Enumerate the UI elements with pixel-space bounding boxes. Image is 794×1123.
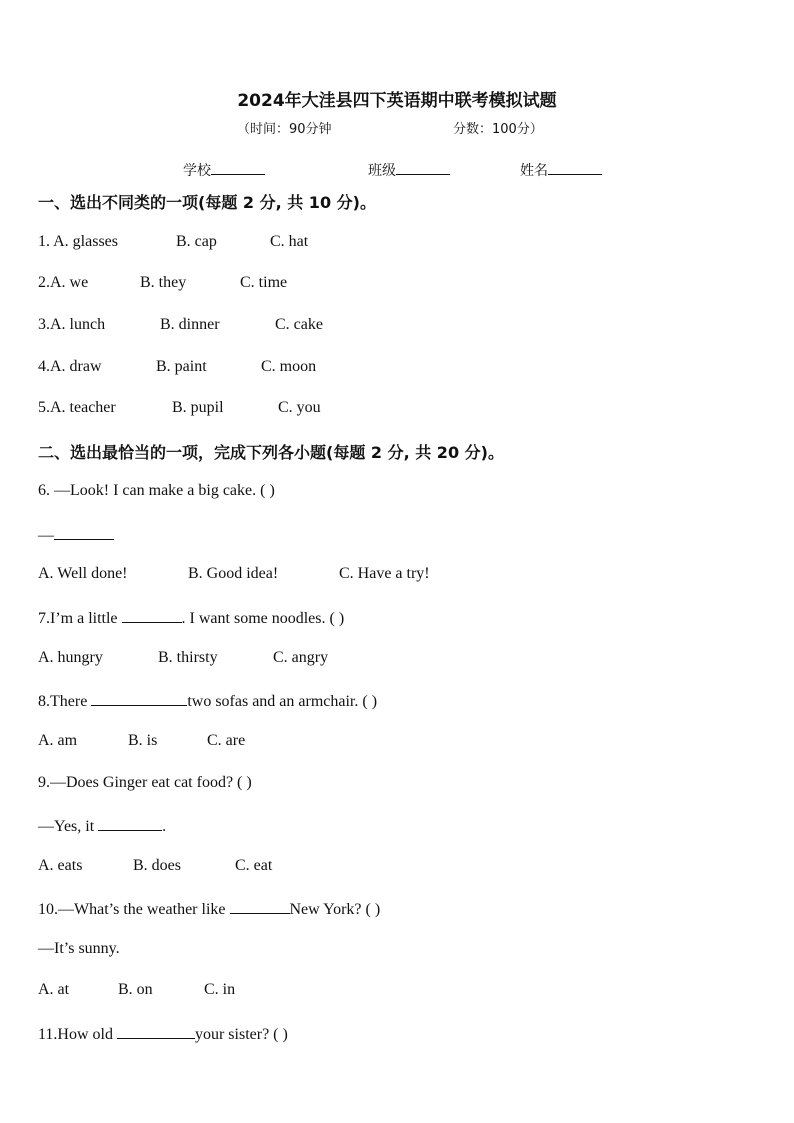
q5-option-c[interactable]: C. you [278,399,321,416]
q8-stem-after: two sofas and an armchair. ( ) [187,693,378,710]
class-blank[interactable] [396,160,450,175]
q7-stem [38,607,344,628]
q11-blank[interactable] [117,1023,195,1039]
q4-option-a[interactable]: 4.A. draw [38,358,102,375]
q6-option-a[interactable]: A. Well done! [38,565,128,582]
q8-option-c[interactable]: C. are [207,732,246,749]
q9-stem: 9.—Does Ginger eat cat food? ( ) [38,774,252,791]
name-label: 姓名 [520,163,548,179]
q10-option-a[interactable]: A. at [38,981,70,998]
q11-stem-after: your sister? ( ) [194,1026,288,1043]
q3-option-b[interactable]: B. dinner [160,316,220,333]
q10-blank[interactable] [230,898,290,914]
q6-stem: 6. —Look! I can make a big cake. ( ) [38,482,275,499]
q2-option-a[interactable]: 2.A. we [38,274,89,291]
q5-option-a[interactable]: 5.A. teacher [38,399,116,416]
name-blank[interactable] [548,160,602,175]
q2-option-b[interactable]: B. they [140,274,187,291]
q8-stem-before: 8.There [38,693,92,710]
q7-option-a[interactable]: A. hungry [38,649,103,666]
class-label: 班级 [368,163,396,179]
q6-reply-dash: — [38,527,54,544]
q7-option-c[interactable]: C. angry [273,649,329,666]
class-field[interactable] [368,160,450,180]
school-blank[interactable] [211,160,265,175]
q6-reply [38,524,114,545]
q8-option-a[interactable]: A. am [38,732,78,749]
q7-option-b[interactable]: B. thirsty [158,649,218,666]
name-field[interactable] [520,160,602,180]
q9-blank[interactable] [98,815,162,831]
q6-reply-blank[interactable] [54,524,114,540]
section-one-heading: 一、选出不同类的一项(每题 2 分, 共 10 分)。 [38,193,376,212]
q1-option-c[interactable]: C. hat [270,233,309,250]
q10-stem-before: 10.—What’s the weather like [38,901,230,918]
exam-subtitle [237,118,543,137]
q10-stem-after: New York? ( ) [289,901,381,918]
q10-option-c[interactable]: C. in [204,981,236,998]
exam-time: （时间：90分钟 [237,122,332,137]
q11-stem-before: 11.How old [38,1026,117,1043]
q11-stem [38,1023,288,1044]
q8-blank[interactable] [91,690,187,706]
q7-blank[interactable] [122,607,182,623]
q10-reply: —It’s sunny. [38,940,120,957]
q10-stem [38,898,380,919]
section-two-heading: 二、选出最恰当的一项，完成下列各小题(每题 2 分, 共 20 分)。 [38,443,504,462]
q8-option-b[interactable]: B. is [128,732,158,749]
q9-reply [38,815,166,836]
student-info-row [0,160,794,180]
q4-option-c[interactable]: C. moon [261,358,317,375]
q2-option-c[interactable]: C. time [240,274,288,291]
q9-option-c[interactable]: C. eat [235,857,273,874]
school-label: 学校 [183,163,211,179]
q7-stem-before: 7.I’m a little [38,610,122,627]
exam-title: 2024年大洼县四下英语期中联考模拟试题 [237,91,557,111]
q6-option-c[interactable]: C. Have a try! [339,565,430,582]
q1-option-a[interactable]: 1. A. glasses [38,233,118,250]
q9-reply-before: —Yes, it [38,818,99,835]
q10-option-b[interactable]: B. on [118,981,153,998]
q9-option-a[interactable]: A. eats [38,857,83,874]
q9-reply-after: . [162,818,167,835]
q1-option-b[interactable]: B. cap [176,233,217,250]
exam-score: 分数：100分） [453,122,543,137]
q9-option-b[interactable]: B. does [133,857,181,874]
q6-option-b[interactable]: B. Good idea! [188,565,279,582]
q7-stem-after: . I want some noodles. ( ) [181,610,345,627]
school-field[interactable] [183,160,265,180]
q4-option-b[interactable]: B. paint [156,358,207,375]
q3-option-c[interactable]: C. cake [275,316,323,333]
q8-stem [38,690,377,711]
q3-option-a[interactable]: 3.A. lunch [38,316,106,333]
q5-option-b[interactable]: B. pupil [172,399,224,416]
